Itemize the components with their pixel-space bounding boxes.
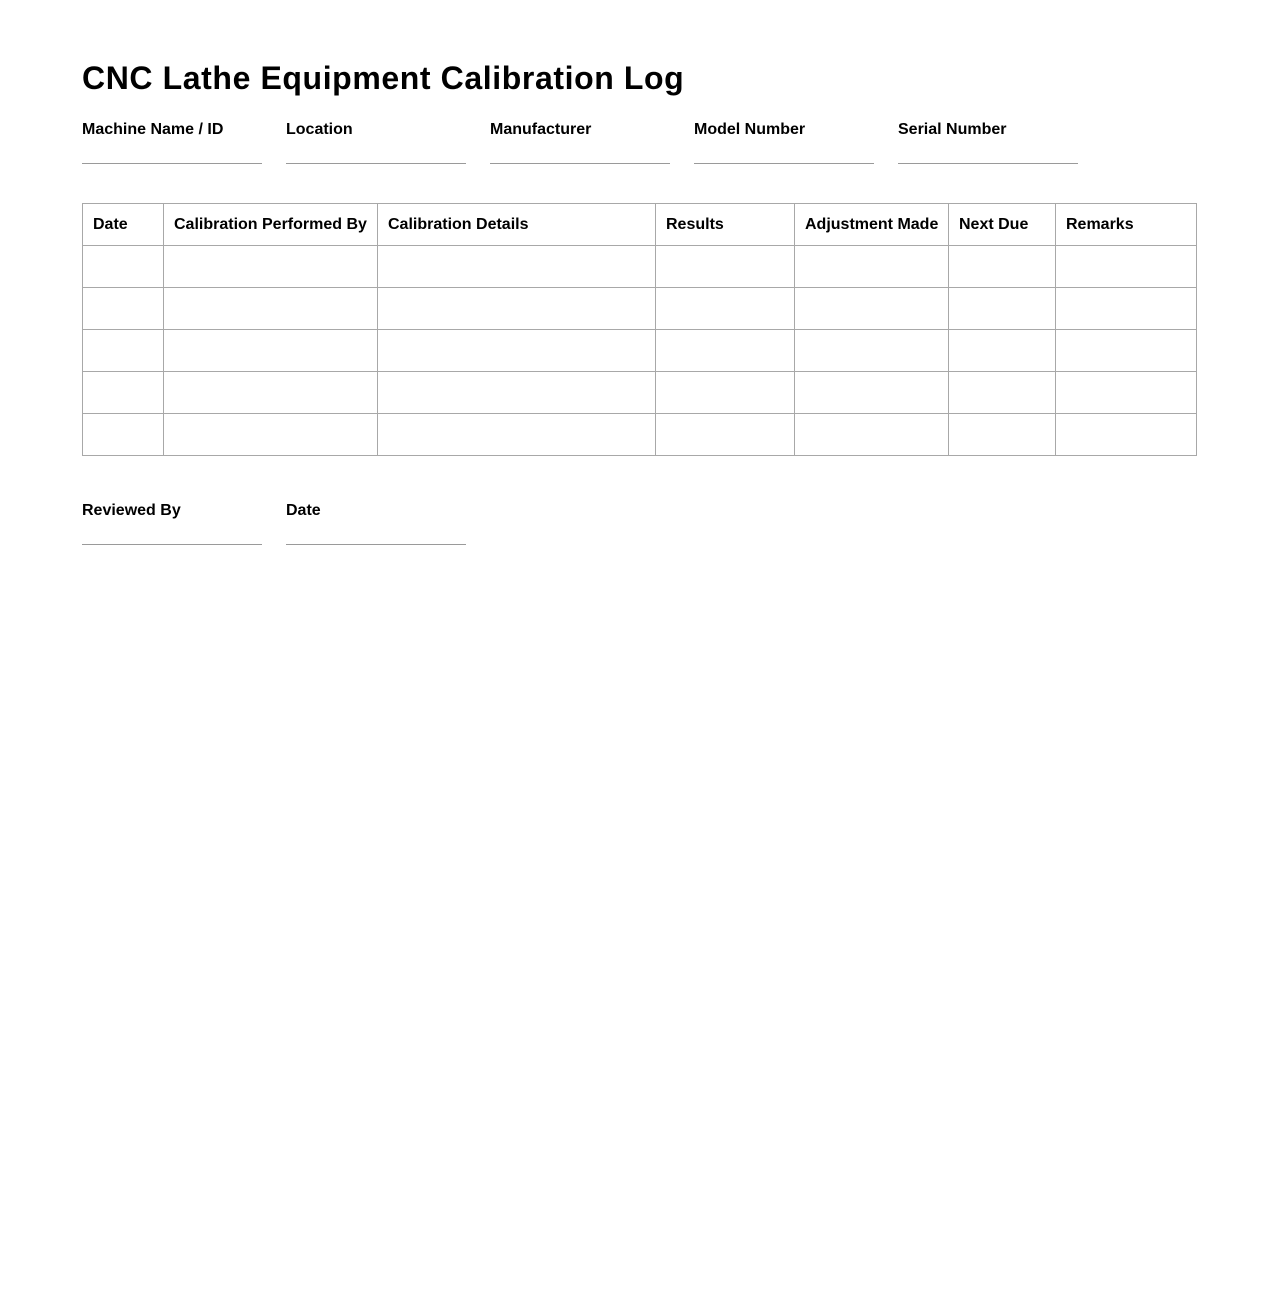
location-input-line[interactable]: [286, 163, 466, 164]
table-row: [83, 330, 1197, 372]
review-fields: [82, 501, 490, 545]
table-cell[interactable]: [378, 246, 656, 288]
table-cell[interactable]: [164, 372, 378, 414]
column-header-next-due: Next Due: [949, 204, 1056, 246]
table-cell[interactable]: [656, 330, 795, 372]
table-cell[interactable]: [795, 288, 949, 330]
table-cell[interactable]: [795, 414, 949, 456]
table-row: [83, 246, 1197, 288]
table-cell[interactable]: [378, 288, 656, 330]
calibration-log-table: [82, 203, 1197, 456]
model-number-field: [694, 120, 874, 164]
column-header-remarks: Remarks: [1056, 204, 1197, 246]
machine-name-label: Machine Name / ID: [82, 121, 224, 138]
page-title: CNC Lathe Equipment Calibration Log: [82, 60, 685, 96]
reviewed-by-field: [82, 501, 262, 545]
table-cell[interactable]: [83, 330, 164, 372]
table-cell[interactable]: [164, 414, 378, 456]
table-row: [83, 372, 1197, 414]
review-date-label: Date: [286, 502, 321, 519]
model-number-input-line[interactable]: [694, 163, 874, 164]
table-cell[interactable]: [164, 330, 378, 372]
table-cell[interactable]: [795, 372, 949, 414]
serial-number-input-line[interactable]: [898, 163, 1078, 164]
table-cell[interactable]: [378, 414, 656, 456]
column-header-details: Calibration Details: [378, 204, 656, 246]
table-cell[interactable]: [83, 372, 164, 414]
table-cell[interactable]: [1056, 246, 1197, 288]
table-cell[interactable]: [949, 414, 1056, 456]
table-row: [83, 288, 1197, 330]
equipment-info-fields: [82, 120, 1102, 164]
table-cell[interactable]: [949, 246, 1056, 288]
table-cell[interactable]: [83, 246, 164, 288]
table-cell[interactable]: [656, 372, 795, 414]
column-header-results: Results: [656, 204, 795, 246]
table-cell[interactable]: [1056, 414, 1197, 456]
column-header-date: Date: [83, 204, 164, 246]
table-cell[interactable]: [83, 288, 164, 330]
table-cell[interactable]: [795, 246, 949, 288]
reviewed-by-input-line[interactable]: [82, 544, 262, 545]
table-cell[interactable]: [949, 372, 1056, 414]
table-cell[interactable]: [656, 414, 795, 456]
table-cell[interactable]: [1056, 330, 1197, 372]
serial-number-label: Serial Number: [898, 121, 1007, 138]
location-field: [286, 120, 466, 164]
reviewed-by-label: Reviewed By: [82, 502, 181, 519]
table-cell[interactable]: [1056, 288, 1197, 330]
table-cell[interactable]: [795, 330, 949, 372]
machine-name-field: [82, 120, 262, 164]
manufacturer-label: Manufacturer: [490, 121, 592, 138]
table-cell[interactable]: [378, 372, 656, 414]
column-header-adjustment: Adjustment Made: [795, 204, 949, 246]
model-number-label: Model Number: [694, 121, 806, 138]
table-cell[interactable]: [949, 330, 1056, 372]
table-cell[interactable]: [949, 288, 1056, 330]
table-cell[interactable]: [378, 330, 656, 372]
manufacturer-field: [490, 120, 670, 164]
table-cell[interactable]: [1056, 372, 1197, 414]
table-cell[interactable]: [656, 246, 795, 288]
table-header-row: [83, 204, 1197, 246]
location-label: Location: [286, 121, 353, 138]
serial-number-field: [898, 120, 1078, 164]
table-cell[interactable]: [164, 246, 378, 288]
machine-name-input-line[interactable]: [82, 163, 262, 164]
table-cell[interactable]: [164, 288, 378, 330]
table-cell[interactable]: [83, 414, 164, 456]
table-cell[interactable]: [656, 288, 795, 330]
column-header-performed-by: Calibration Performed By: [164, 204, 378, 246]
review-date-field: [286, 501, 466, 545]
review-date-input-line[interactable]: [286, 544, 466, 545]
table-row: [83, 414, 1197, 456]
manufacturer-input-line[interactable]: [490, 163, 670, 164]
